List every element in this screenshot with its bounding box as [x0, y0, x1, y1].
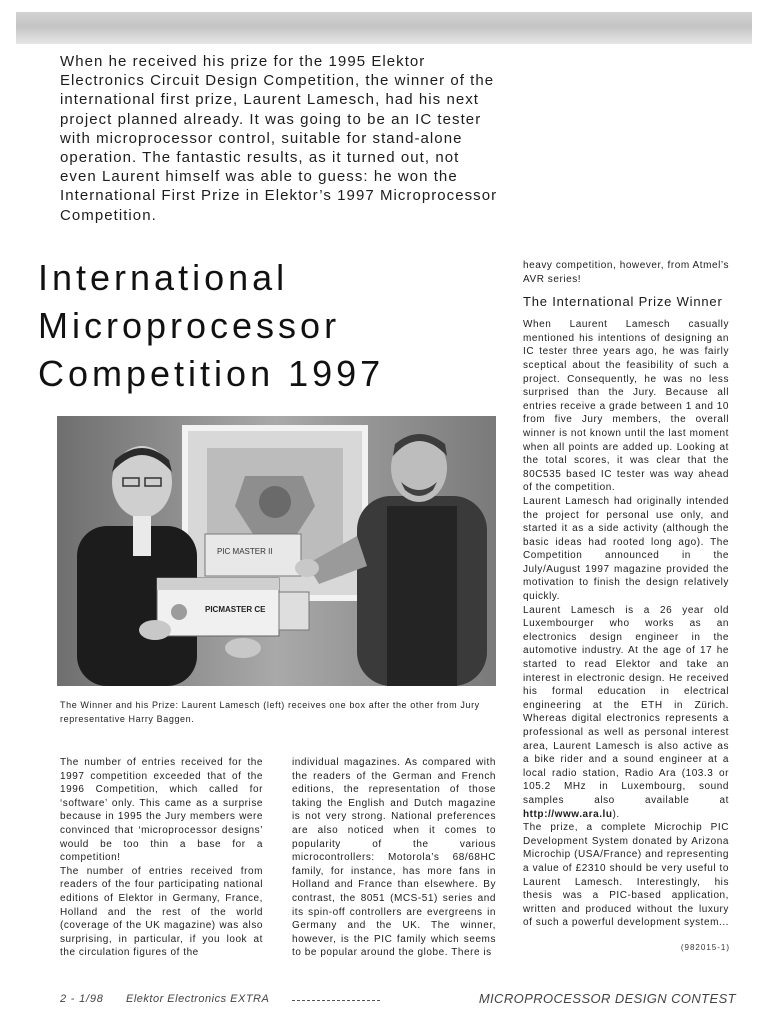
page-number: 2 - 1/98 [60, 993, 104, 1005]
header-bar [16, 12, 752, 44]
body-column-1 [60, 756, 263, 960]
title-line-2: Microprocessor [38, 305, 341, 346]
col3-paragraph-1: When Laurent Lamesch casually mentioned his intentions of designing an IC tester three years ago, he was fairly sceptical about the feasibility of such a project. Consequently, he was no less surprised than the Jury. Because all entries receive a grade between 1 and 10 from five Jury members, the overall winner is not known until the last moment when all points are added up. Looking at the total scores, it was clear that the 80C535 based IC tester was way ahead of the competition. [523, 319, 730, 494]
col3-paragraph-0: heavy competition, however, from Atmel’s AVR series! [523, 260, 729, 285]
col1-paragraph-1: The number of entries received for the 1997 competition exceeded that of the 1996 Competition, which called for ‘software’ only. This came as a surprise because in 1995 the Jury members were convinced that ‘microprocessor designs’ would be too thin a base for a competition! [60, 757, 263, 864]
section-heading: The International Prize Winner [523, 294, 723, 310]
intro-paragraph: When he received his prize for the 1995 Elektor Electronics Circuit Design Competition, the winner of the international first prize, Laurent Lamesch, had his next project planned already. It was going to be an IC tester with microprocessor control, suitable for stand-alone operation. The fantastic results, as it turned out, not even Laurent himself was able to guess: he won the International First Prize in Elektor’s 1997 Microprocessor Competition. [60, 53, 498, 224]
article-reference: (982015-1) [680, 943, 730, 952]
title-line-1: International [38, 257, 289, 298]
box-label-2: PICMASTER CE [205, 605, 266, 614]
col3-paragraph-3-text: Laurent Lamesch is a 26 year old Luxembourger who works as an electronics design engineer in the automotive industry. At the age of 17 he started to read Elektor and take an interest in electronic design. He received his formal education in electrical engineering at the ETH in Zürich. Whereas digital electronics represents a professional as well as personal interest area, Laurent Lamesch is also active as a bike rider and a sound engineer at a local radio station, Radio Ara (103.3 or 105.2 MHz in Luxembourg, sound samples also available at [523, 604, 729, 806]
body-column-3 [523, 259, 729, 930]
radio-website-link[interactable]: http://www.ara.lu [523, 808, 613, 820]
col3-paragraph-3-end: ). [612, 808, 620, 820]
col3-paragraph-3 [523, 604, 729, 822]
publication-name: Elektor Electronics EXTRA [126, 993, 270, 1005]
col3-paragraph-4: The prize, a complete Microchip PIC Development System donated by Arizona Microchip (USA/France) and representing a value of £2310 should be very useful to Laurent Lamesch. Interestingly, his thesis was a PIC-based application, written and produced without the luxury of such a powerful development system... [523, 822, 729, 929]
col1-paragraph-2: The number of entries received from readers of the four participating national editions of Elektor in Germany, France, Holland and the rest of the world (coverage of the UK magazine) was also surprising, in particular, if you look at the circulation figures of the [60, 865, 263, 959]
page-footer [60, 993, 736, 1009]
article-title [38, 254, 508, 398]
title-line-3: Competition 1997 [38, 353, 385, 394]
photo-illustration [57, 416, 496, 686]
box-label-1: PIC MASTER II [217, 547, 273, 556]
winner-photo [57, 416, 496, 686]
footer-divider [292, 1000, 380, 1001]
body-column-2 [292, 756, 496, 960]
col2-paragraph-1: individual magazines. As compared with the readers of the German and French editions, the representation of those taking the English and Dutch magazine is not very strong. National preferences are also noticed when it comes to popularity of the various microcontrollers: Motorola’s 68/68HC family, for instance, has more fans in Holland and France than elsewhere. By contrast, the 8051 (MCS-51) series and its spin-off controllers are evergreens in Germany and the UK. The winner, however, is the PIC family which seems to be popular around the globe. There is [292, 757, 496, 959]
col3-paragraph-2: Laurent Lamesch had originally intended the project for personal use only, and started it as a side activity (although the basic ideas had rooted long ago). The Competition announced in the July/August 1997 magazine provided the motivation to finish the design relatively quickly. [523, 495, 729, 603]
photo-caption: The Winner and his Prize: Laurent Lamesch (left) receives one box after the other from Jury representative Harry Baggen. [60, 700, 480, 724]
section-name: MICROPROCESSOR DESIGN CONTEST [478, 991, 736, 1006]
